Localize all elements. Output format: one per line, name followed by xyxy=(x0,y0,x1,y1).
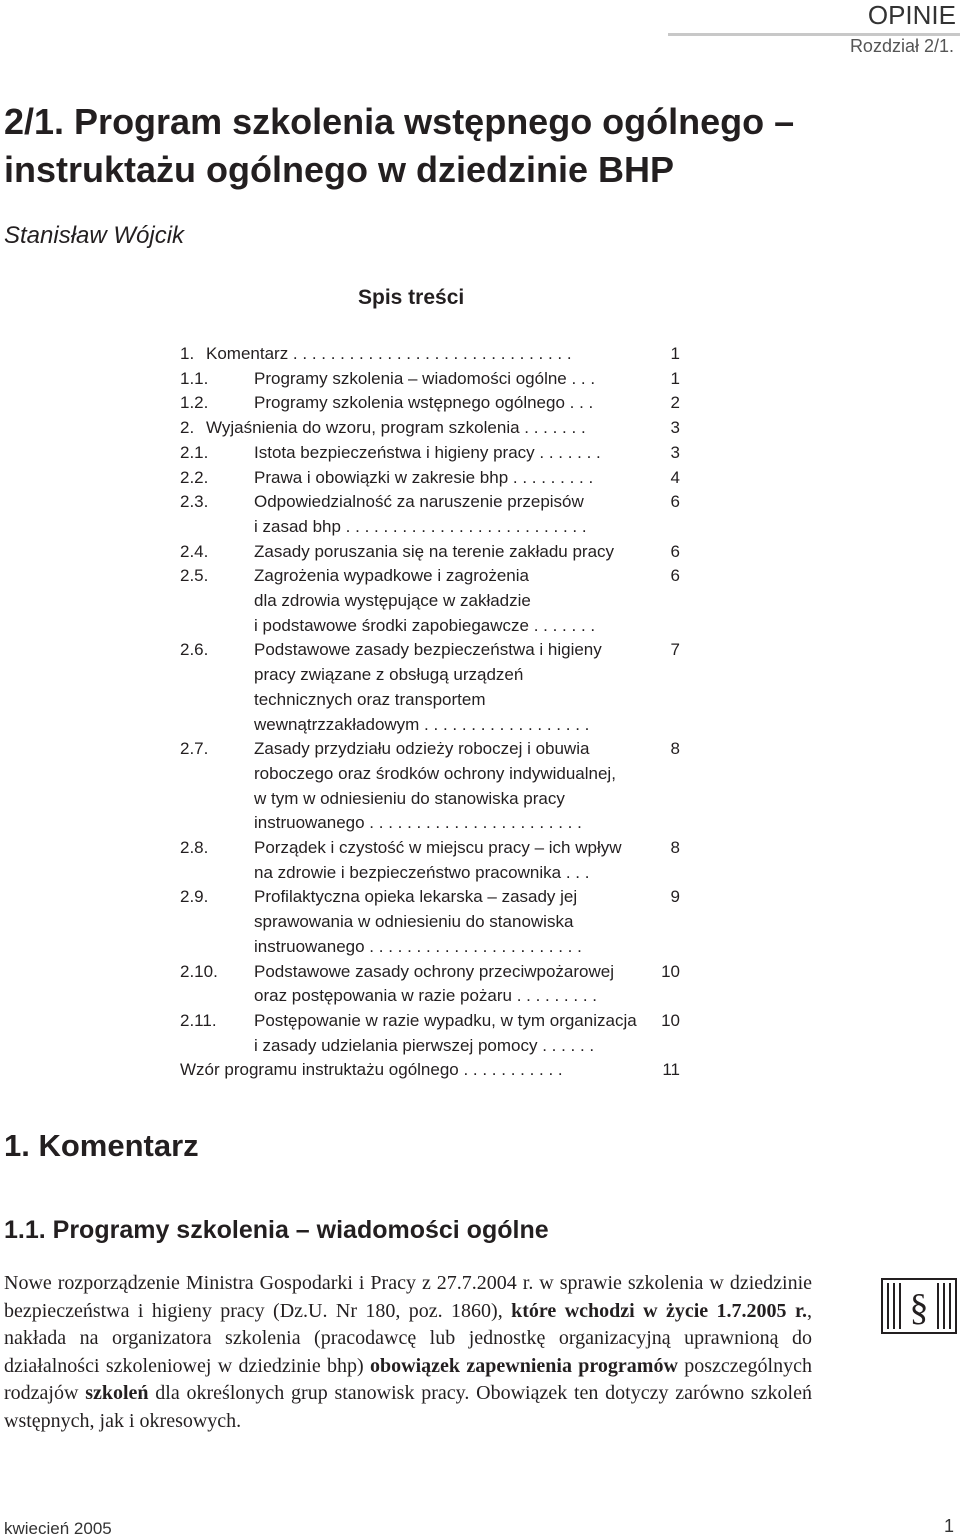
toc-item[interactable] xyxy=(180,441,680,466)
toc-item-title: Programy szkolenia wstępnego ogólnego . . . xyxy=(254,393,594,413)
toc-item-number: 2.11. xyxy=(180,1010,217,1030)
toc-item-page: 1 xyxy=(670,344,680,363)
toc-item[interactable] xyxy=(180,490,680,539)
paragraph-bold: obowiązek zapewnienia programów xyxy=(370,1354,678,1377)
toc-item[interactable] xyxy=(180,1058,680,1083)
toc-item-number: 2.1. xyxy=(180,442,209,462)
toc-item-title: Porządek i czystość w miejscu pracy – ich wpływ na zdrowie i bezpieczeństwo pracownika . . . xyxy=(254,838,622,882)
toc-item-page: 9 xyxy=(670,887,680,907)
toc-item-number: 1.2. xyxy=(180,393,209,413)
toc-item-title: Odpowiedzialność za naruszenie przepisów i zasad bhp . . . . . . . . . . . . . . . . . . . . . . . . . . xyxy=(254,492,587,536)
paragraph-text: poszczególnych rodzajów xyxy=(4,1354,812,1404)
toc-item-number: 2. xyxy=(180,418,195,438)
toc-item[interactable] xyxy=(180,540,680,565)
toc-item-number: 1. xyxy=(180,344,195,363)
paragraph-bold: które wchodzi w życie 1.7.2005 r. xyxy=(511,1299,807,1322)
toc-item-number: 2.2. xyxy=(180,467,209,487)
toc-item-title: Istota bezpieczeństwa i higieny pracy . . . . . . . xyxy=(254,442,601,462)
toc-item[interactable] xyxy=(180,960,680,1009)
header-section: OPINIE xyxy=(867,0,956,30)
toc-item-page: 6 xyxy=(670,541,680,561)
toc-item[interactable] xyxy=(180,342,680,367)
page-title-line-2: instruktażu ogólnego w dziedzinie BHP xyxy=(4,149,675,190)
toc-item-title: Zasady poruszania się na terenie zakładu pracy xyxy=(254,541,615,561)
toc-item[interactable] xyxy=(180,638,680,737)
toc-item[interactable] xyxy=(180,1009,680,1058)
toc-item-page: 8 xyxy=(670,739,680,759)
paragraph-text: dla określonych grup stanowisk pracy. Obowiązek ten dotyczy zarówno szkoleń wstępnych, jak i okresowych. xyxy=(4,1382,812,1432)
header-chapter: Rozdział 2/1. xyxy=(849,36,954,56)
page-title-line-1: 2/1. Program szkolenia wstępnego ogólnego – xyxy=(4,101,795,142)
author: Stanisław Wójcik xyxy=(4,222,185,249)
toc-item-page: 6 xyxy=(670,492,680,512)
section-heading-komentarz: 1. Komentarz xyxy=(4,1128,199,1163)
toc-item-page: 7 xyxy=(670,640,680,660)
toc-item-page: 11 xyxy=(662,1060,680,1080)
toc-item[interactable] xyxy=(180,367,680,392)
subsection-heading: 1.1. Programy szkolenia – wiadomości ogólne xyxy=(4,1216,549,1244)
toc-item[interactable] xyxy=(180,737,680,836)
table-of-contents xyxy=(180,342,680,1083)
toc-item-page: 2 xyxy=(670,393,680,413)
toc-item-number: 2.6. xyxy=(180,640,209,660)
toc-item-page: 3 xyxy=(670,442,680,462)
toc-heading: Spis treści xyxy=(358,286,465,309)
toc-item-title: Programy szkolenia – wiadomości ogólne . . . xyxy=(254,368,596,388)
toc-item-page: 8 xyxy=(670,838,680,858)
page-title xyxy=(4,98,794,194)
body-paragraph xyxy=(4,1270,812,1435)
paragraph-bold: szkoleń xyxy=(85,1382,149,1404)
toc-item[interactable] xyxy=(180,885,680,959)
toc-item-number: 2.8. xyxy=(180,838,209,858)
toc-item-title: Wyjaśnienia do wzoru, program szkolenia . . . . . . . xyxy=(206,418,586,438)
toc-item-title: Profilaktyczna opieka lekarska – zasady jej sprawowania w odniesieniu do stanowiska instruowanego . . . . . . . . . . . . . . . . . . . . . . . xyxy=(254,887,582,956)
toc-item-page: 3 xyxy=(670,418,680,438)
paragraph-glyph: § xyxy=(909,1287,929,1329)
toc-item[interactable] xyxy=(180,466,680,491)
toc-item-title: Podstawowe zasady bezpieczeństwa i higieny pracy związane z obsługą urządzeń technicznych oraz transportem wewnątrzzakładowym . . . . . . . . . . . . . . . . . . xyxy=(254,640,602,734)
toc-item-title: Komentarz . . . . . . . . . . . . . . . . . . . . . . . . . . . . . . xyxy=(206,344,572,363)
toc-item-number: 2.4. xyxy=(180,541,209,561)
toc-item[interactable] xyxy=(180,564,680,638)
footer-date: kwiecień 2005 xyxy=(4,1519,112,1538)
toc-item-page: 6 xyxy=(670,566,680,586)
toc-item-title: Wzór programu instruktażu ogólnego . . . . . . . . . . . xyxy=(180,1060,563,1080)
paragraph-text: Nowe rozporządzenie Ministra Gospodarki i Pracy z 27.7.2004 r. w sprawie szkolenia w dziedzinie bezpieczeństwa i higieny pracy (Dz.U. Nr 180, poz. 1860), xyxy=(4,1272,812,1322)
toc-item[interactable] xyxy=(180,416,680,441)
law-book-paragraph-icon xyxy=(880,1277,958,1335)
footer-page-number: 1 xyxy=(943,1516,954,1536)
toc-item-title: Zagrożenia wypadkowe i zagrożenia dla zdrowia występujące w zakładzie i podstawowe środki zapobiegawcze . . . . . . . xyxy=(254,566,596,635)
toc-item-number: 2.7. xyxy=(180,739,209,759)
toc-item-title: Postępowanie w razie wypadku, w tym organizacja i zasady udzielania pierwszej pomocy . . . . . . xyxy=(254,1010,637,1055)
toc-item-title: Prawa i obowiązki w zakresie bhp . . . . . . . . . xyxy=(254,467,594,487)
toc-item-number: 2.5. xyxy=(180,566,209,586)
toc-item-title: Podstawowe zasady ochrony przeciwpożarowej oraz postępowania w razie pożaru . . . . . . . . . xyxy=(254,961,615,1006)
law-book-svg xyxy=(880,1277,958,1335)
toc-item-page: 10 xyxy=(661,961,680,981)
toc-item-page: 1 xyxy=(670,368,680,388)
toc-item-number: 2.9. xyxy=(180,887,209,907)
toc-item-page: 10 xyxy=(661,1010,680,1030)
toc-item-page: 4 xyxy=(670,467,680,487)
toc-item-number: 1.1. xyxy=(180,368,209,388)
toc-item[interactable] xyxy=(180,836,680,885)
paragraph-text: , nakłada na organizatora szkolenia (pracodawcę lub jednostkę organizacyjną uprawnioną do działalności szkoleniowej w dziedzinie bhp) xyxy=(4,1299,812,1377)
toc-item-number: 2.3. xyxy=(180,492,209,512)
toc-item[interactable] xyxy=(180,391,680,416)
toc-item-title: Zasady przydziału odzieży roboczej i obuwia roboczego oraz środków ochrony indywidualnej, w tym w odniesieniu do stanowiska pracy instruowanego . . . . . . . . . . . . . . . . . . . . . . . xyxy=(254,739,616,833)
toc-item-number: 2.10. xyxy=(180,961,218,981)
